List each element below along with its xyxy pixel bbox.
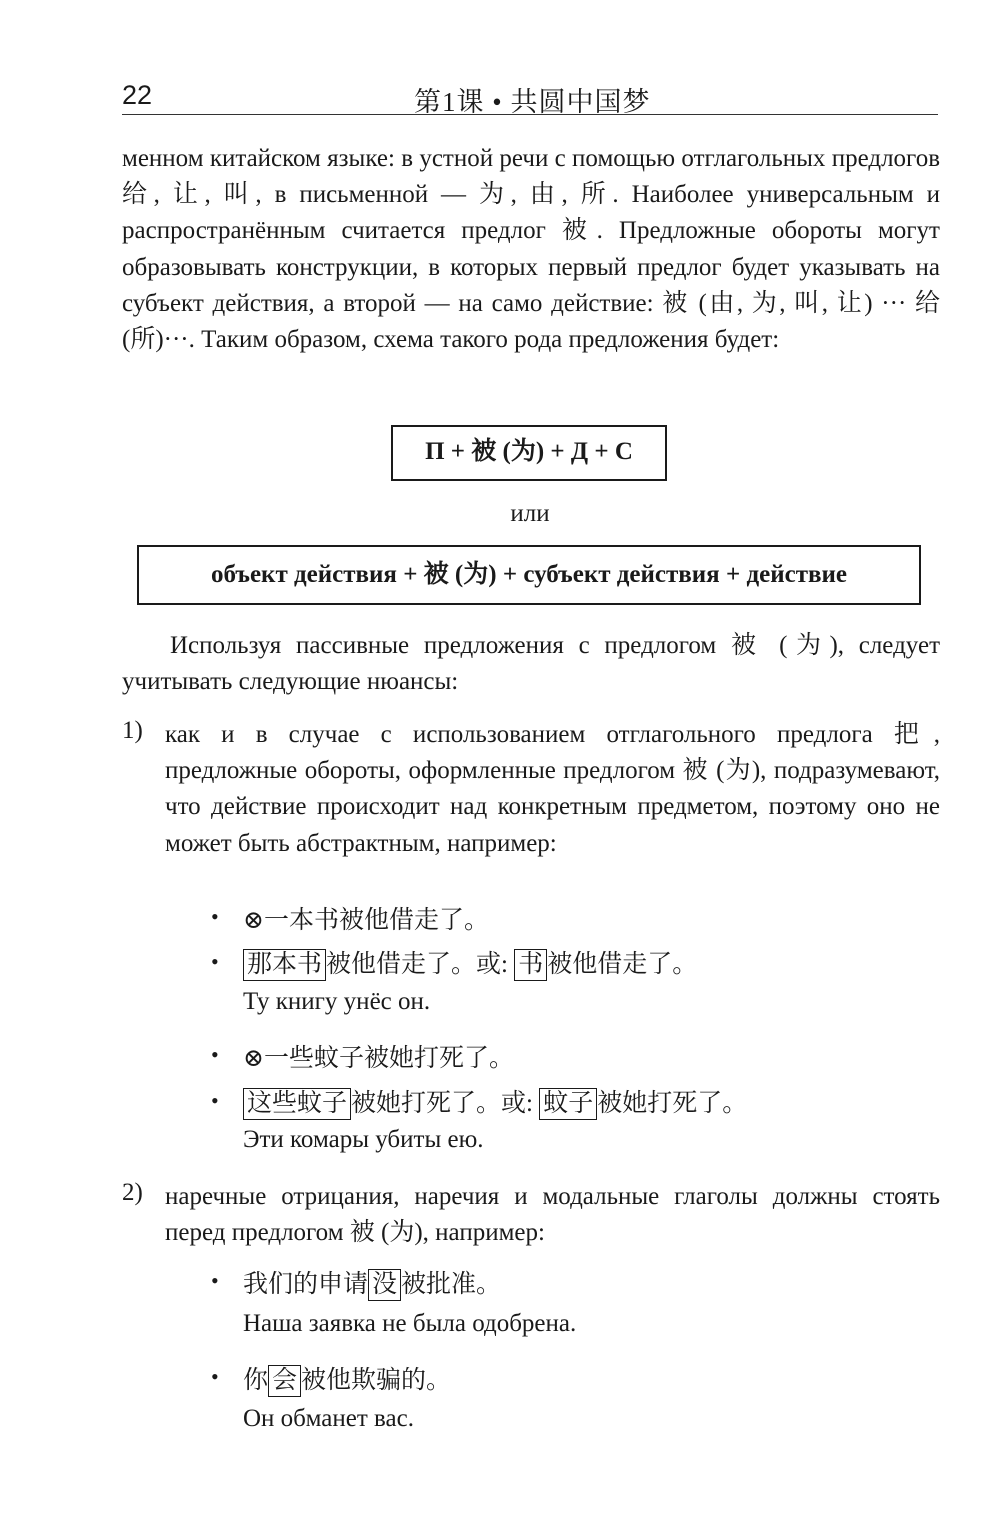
sentence-end: 被批准。 [401,1271,502,1298]
boxed-word: 这些蚊子 [243,1088,351,1120]
page-number: 22 [122,80,153,110]
boxed-word: 书 [514,949,547,981]
example-sentence [243,1360,451,1397]
sentence-middle: 被他借走了。或: [326,951,508,978]
sentence-start: 我们的申请 [243,1271,369,1298]
formula-box-long: объект действия + 被 (为) + субъект действия + действие [137,545,921,605]
boxed-word: 蚊子 [539,1088,597,1120]
bullet: • [211,1364,219,1389]
bullet: • [211,1042,219,1067]
item-number: 1) [122,717,143,744]
bullet: • [211,949,219,974]
example-sentence-incorrect: ⊗一本书被他借走了。 [243,907,489,934]
page-header [122,74,938,115]
or-connector: или [510,500,550,527]
intro-paragraph: менном китайском языке: в устной речи с помощью отглагольных предлогов 给, 让, 叫, в письменной — 为, 由, 所. Наиболее универсальным и распространённым считается предлог 被. Предложные обороты могут образовывать конструкции, в которых первый предлог будет указывать на субъект действия, а второй — на само действие: 被 (由, 为, 叫, 让) ··· 给 (所)···. Таким образом, схема такого рода предложения будет: [122,145,940,354]
boxed-word: 会 [268,1365,301,1397]
sentence-start: 你 [243,1367,269,1394]
translation: Эти комары убиты ею. [243,1126,484,1153]
boxed-word: 那本书 [243,949,326,981]
example-sentence [243,1083,747,1120]
item-text: как и в случае с использованием отглагольного предлога 把, предложные обороты, оформленные предлогом 被 (为), подразумевают, что действие происходит над конкретным предметом, поэтому оно не может быть абстрактным, например: [165,721,940,857]
formula-box-short: П + 被 (为) + Д + С [391,425,667,481]
translation: Ту книгу унёс он. [243,988,431,1015]
item-number: 2) [122,1179,143,1206]
item-text: наречные отрицания, наречия и модальные глаголы должны стоять перед предлогом 被 (为), например: [165,1183,940,1247]
example-sentence [243,944,697,981]
sentence-end: 被他欺骗的。 [301,1367,452,1394]
sentence-middle: 被她打死了。或: [351,1090,533,1117]
nuances-paragraph: Используя пассивные предложения с предлогом 被 (为), следует учитывать следующие нюансы: [122,632,940,696]
sentence-end: 被她打死了。 [597,1090,748,1117]
boxed-word: 没 [368,1269,401,1301]
example-sentence-incorrect: ⊗一些蚊子被她打死了。 [243,1045,514,1072]
translation: Он обманет вас. [243,1405,414,1432]
bullet: • [211,904,219,929]
running-title: 第1课 • 共圆中国梦 [414,87,651,117]
bullet: • [211,1268,219,1293]
sentence-end: 被他借走了。 [547,951,698,978]
bullet: • [211,1088,219,1113]
example-sentence [243,1264,501,1301]
translation: Наша заявка не была одобрена. [243,1310,577,1337]
